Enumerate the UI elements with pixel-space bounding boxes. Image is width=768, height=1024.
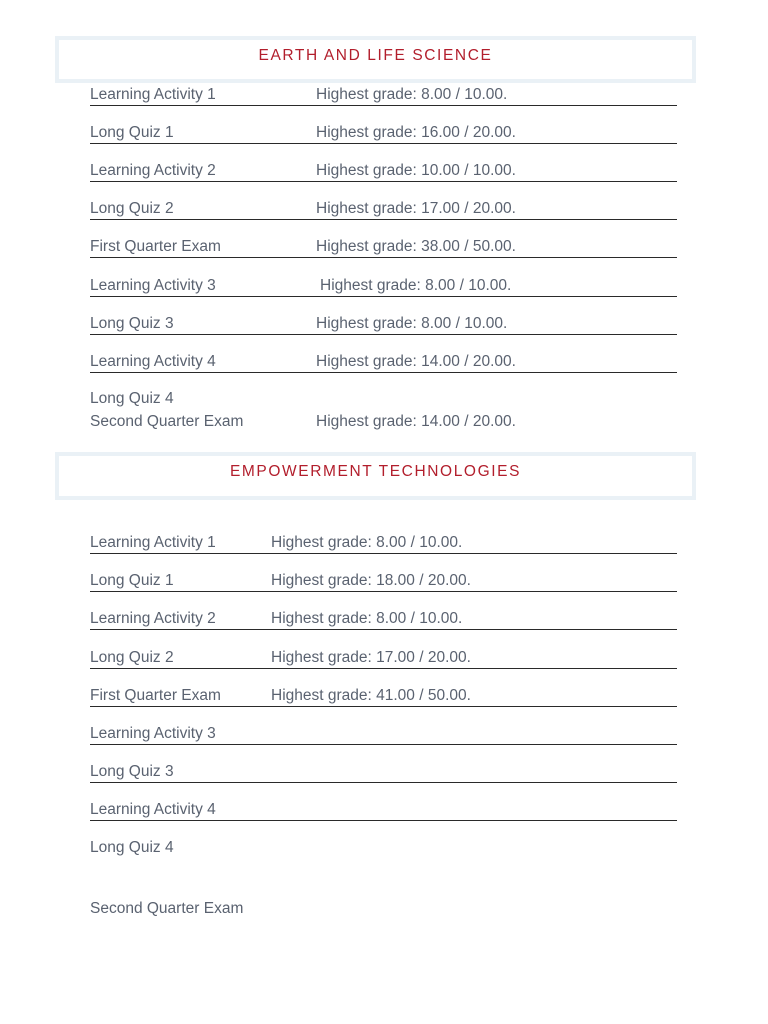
activity-name: Long Quiz 3: [90, 763, 174, 780]
highest-grade: Highest grade: 8.00 / 10.00.: [316, 86, 508, 103]
activity-name: Learning Activity 3: [90, 725, 216, 742]
section-title: EARTH AND LIFE SCIENCE: [258, 47, 493, 64]
activity-name: Long Quiz 3: [90, 315, 174, 332]
grade-row: [90, 314, 677, 335]
activity-name: Long Quiz 1: [90, 124, 174, 141]
activity-name: Long Quiz 2: [90, 649, 174, 666]
grade-row: [90, 389, 677, 409]
activity-name: Learning Activity 4: [90, 353, 216, 370]
grade-row: [90, 237, 677, 258]
grade-row: [90, 899, 677, 919]
highest-grade: Highest grade: 17.00 / 20.00.: [271, 649, 471, 666]
grade-row: [90, 571, 677, 592]
activity-name: Learning Activity 3: [90, 277, 216, 294]
activity-name: Second Quarter Exam: [90, 413, 244, 430]
highest-grade: Highest grade: 41.00 / 50.00.: [271, 687, 471, 704]
grade-row: [90, 838, 677, 858]
activity-name: Learning Activity 2: [90, 610, 216, 627]
grade-row: [90, 686, 677, 707]
activity-name: Long Quiz 4: [90, 839, 174, 856]
grade-row: [90, 762, 677, 783]
grade-row: [90, 123, 677, 144]
grade-row: [90, 533, 677, 554]
activity-name: Learning Activity 4: [90, 801, 216, 818]
activity-name: First Quarter Exam: [90, 238, 221, 255]
grade-row: [90, 352, 677, 373]
grade-row: [90, 609, 677, 630]
grade-row: [90, 800, 677, 821]
grade-row: [90, 161, 677, 182]
section-title: EMPOWERMENT TECHNOLOGIES: [229, 463, 522, 480]
highest-grade: Highest grade: 38.00 / 50.00.: [316, 238, 516, 255]
activity-name: Long Quiz 1: [90, 572, 174, 589]
highest-grade: Highest grade: 10.00 / 10.00.: [316, 162, 516, 179]
activity-name: Long Quiz 4: [90, 390, 174, 407]
grade-row: [90, 276, 677, 297]
section-header-empowerment-technologies: [55, 452, 696, 500]
highest-grade: Highest grade: 17.00 / 20.00.: [316, 200, 516, 217]
grade-row: [90, 412, 677, 432]
highest-grade: Highest grade: 8.00 / 10.00.: [271, 534, 463, 551]
section-header-earth-life-science: [55, 36, 696, 83]
highest-grade: Highest grade: 8.00 / 10.00.: [271, 610, 463, 627]
highest-grade: Highest grade: 18.00 / 20.00.: [271, 572, 471, 589]
grade-row: [90, 199, 677, 220]
highest-grade: Highest grade: 14.00 / 20.00.: [316, 413, 516, 430]
highest-grade: Highest grade: 8.00 / 10.00.: [316, 315, 508, 332]
activity-name: Learning Activity 1: [90, 534, 216, 551]
grade-row: [90, 648, 677, 669]
activity-name: Learning Activity 1: [90, 86, 216, 103]
highest-grade: Highest grade: 14.00 / 20.00.: [316, 353, 516, 370]
grade-row: [90, 724, 677, 745]
activity-name: Second Quarter Exam: [90, 900, 244, 917]
grade-row: [90, 85, 677, 106]
activity-name: Long Quiz 2: [90, 200, 174, 217]
highest-grade: Highest grade: 16.00 / 20.00.: [316, 124, 516, 141]
highest-grade: Highest grade: 8.00 / 10.00.: [320, 277, 512, 294]
activity-name: Learning Activity 2: [90, 162, 216, 179]
activity-name: First Quarter Exam: [90, 687, 221, 704]
